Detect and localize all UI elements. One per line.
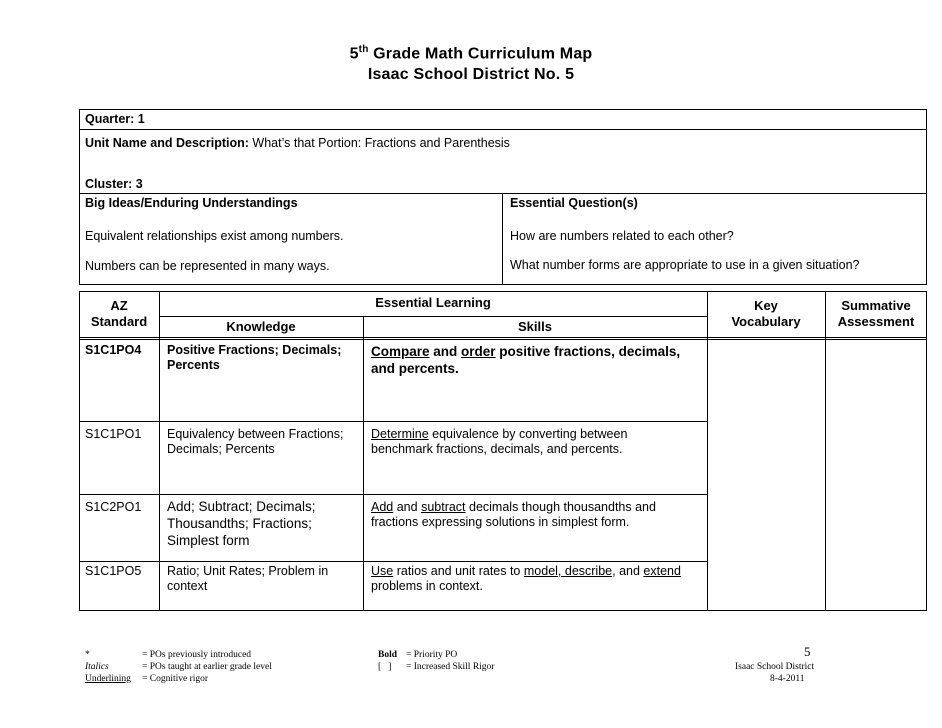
page-title (0, 44, 942, 63)
big-idea: Equivalent relationships exist among numbers. (85, 229, 344, 243)
summative-assessment-header (825, 298, 927, 330)
skill-text: , and (612, 564, 644, 578)
essential-question: How are numbers related to each other? (510, 229, 734, 243)
standard-cell: S1C1PO1 (85, 427, 142, 441)
legend-key: Bold (378, 650, 398, 660)
knowledge-cell: Ratio; Unit Rates; Problem in context (167, 564, 329, 593)
skills-cell (371, 343, 703, 377)
essential-question: What number forms are appropriate to use in a given situation? (510, 258, 860, 272)
skill-verb: order (461, 344, 496, 359)
az-header (79, 298, 159, 330)
header-divider (79, 337, 927, 340)
knowledge-header: Knowledge (226, 319, 296, 334)
unit-value: What’s that Portion: Fractions and Parenthesis (248, 136, 510, 150)
skills-cell (371, 427, 691, 457)
legend-key: * (85, 650, 90, 660)
district-subtitle: Isaac School District No. 5 (367, 66, 575, 83)
footer-district: Isaac School District (735, 662, 815, 672)
divider (79, 193, 927, 194)
footer-date: 8-4-2011 (770, 674, 805, 684)
standard-cell: S1C1PO5 (85, 564, 142, 578)
skill-verb: Determine (371, 427, 429, 441)
skill-text: and (429, 344, 462, 359)
skill-text: and (393, 500, 422, 514)
az-label: AZ (110, 298, 128, 313)
cluster-label: Cluster: 3 (85, 177, 143, 191)
unit-name (85, 136, 510, 150)
grade-superscript: th (358, 44, 369, 55)
standard-cell: S1C2PO1 (85, 500, 142, 514)
essential-learning-header: Essential Learning (375, 295, 491, 310)
skill-text: equivalence by converting between benchmark fractions, decimals, and percents. (371, 427, 628, 456)
title-text: Grade Math Curriculum Map (368, 45, 593, 63)
legend-desc: = Cognitive rigor (142, 674, 209, 684)
row-divider (79, 421, 707, 422)
skill-verb: Add (371, 500, 394, 514)
legend-desc: = POs taught at earlier grade level (142, 662, 272, 672)
knowledge-cell: Positive Fractions; Decimals; Percents (167, 343, 342, 372)
skill-verb: model, describe (523, 564, 613, 578)
column-divider (363, 316, 364, 611)
summative-label: Summative (841, 298, 911, 313)
legend-desc: = Increased Skill Rigor (406, 662, 495, 672)
divider (502, 193, 503, 285)
skills-header: Skills (518, 319, 552, 334)
vocabulary-label: Vocabulary (731, 314, 801, 329)
key-vocabulary-header (707, 298, 825, 330)
row-divider (159, 316, 707, 317)
skill-text: decimals though thousandths and fractions expressing solutions in simplest form. (371, 500, 656, 529)
skill-text: problems in context. (371, 579, 483, 593)
knowledge-cell: Add; Subtract; Decimals; Thousandths; Fractions; Simplest form (167, 499, 316, 548)
row-divider (79, 561, 707, 562)
skill-text: ratios and unit rates to (393, 564, 524, 578)
key-label: Key (754, 298, 778, 313)
unit-label: Unit Name and Description: (85, 136, 249, 150)
legend-key: Italics (85, 662, 109, 672)
legend-key: Underlining (85, 674, 131, 684)
legend-key: [ ] (378, 662, 392, 672)
skill-verb: Compare (371, 344, 430, 359)
skill-verb: subtract (421, 500, 466, 514)
legend-desc: = POs previously introduced (142, 650, 252, 660)
standard-label: Standard (90, 314, 148, 329)
standard-cell: S1C1PO4 (85, 343, 142, 357)
divider (79, 129, 927, 130)
grade-number: 5 (349, 45, 359, 63)
skill-verb: extend (643, 564, 681, 578)
skill-verb: Use (371, 564, 394, 578)
assessment-label: Assessment (837, 314, 915, 329)
skill-text: positive fractions, decimals, and percents. (371, 344, 681, 376)
big-ideas-heading: Big Ideas/Enduring Understandings (85, 196, 298, 210)
legend-desc: = Priority PO (406, 650, 458, 660)
big-idea: Numbers can be represented in many ways. (85, 259, 330, 273)
knowledge-cell: Equivalency between Fractions; Decimals; Percents (167, 427, 344, 456)
row-divider (79, 494, 707, 495)
quarter-label: Quarter: 1 (85, 112, 145, 126)
skills-cell (371, 564, 701, 594)
page-number: 5 (804, 644, 811, 659)
skills-cell (371, 500, 691, 530)
essential-questions-heading: Essential Question(s) (510, 196, 638, 210)
